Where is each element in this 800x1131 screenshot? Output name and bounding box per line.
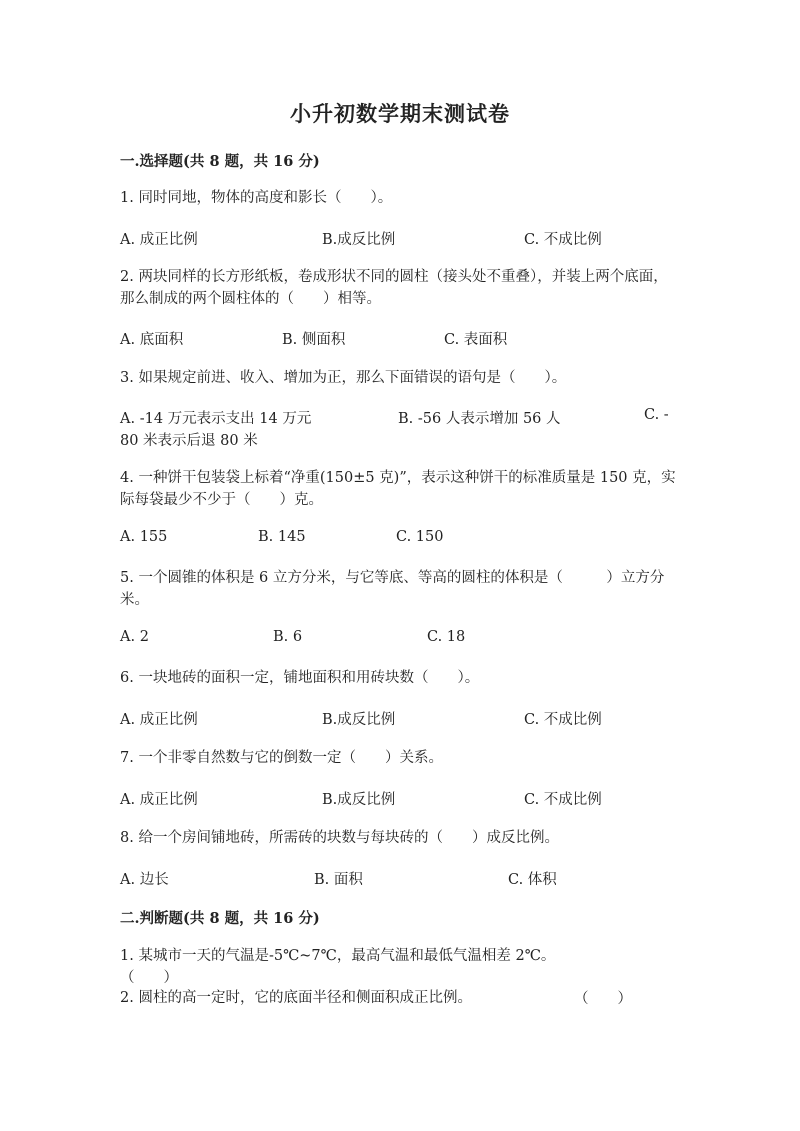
q5-option-b: B. 6 — [273, 629, 303, 645]
q7-option-b: B.成反比例 — [322, 792, 396, 808]
q7-option-a: A. 成正比例 — [120, 792, 198, 808]
section-heading-choice: 一.选择题(共 8 题，共 16 分) — [120, 153, 320, 170]
q8-option-a: A. 边长 — [120, 872, 169, 888]
q7-option-c: C. 不成比例 — [524, 792, 602, 808]
q3-option-b: B. -56 人表示增加 56 人 — [398, 411, 561, 427]
q8-option-b: B. 面积 — [314, 872, 363, 888]
q3-option-c-continued: 80 米表示后退 80 米 — [120, 433, 258, 449]
question-2: 2. 两块同样的长方形纸板，卷成形状不同的圆柱（接头处不重叠），并装上两个底面，那么制成的两个圆柱体的（ ）相等。 — [120, 269, 668, 307]
q1-option-b: B.成反比例 — [322, 232, 396, 248]
q4-option-c: C. 150 — [396, 529, 444, 545]
question-8: 8. 给一个房间铺地砖，所需砖的块数与每块砖的（ ）成反比例。 — [120, 830, 559, 846]
q4-option-a: A. 155 — [120, 529, 168, 545]
q3-option-a: A. -14 万元表示支出 14 万元 — [120, 411, 312, 427]
question-7: 7. 一个非零自然数与它的倒数一定（ ）关系。 — [120, 750, 443, 766]
q3-option-c: C. - — [644, 407, 669, 423]
q1-option-a: A. 成正比例 — [120, 232, 198, 248]
question-1: 1. 同时同地，物体的高度和影长（ ）。 — [120, 190, 393, 206]
section-heading-judge: 二.判断题(共 8 题，共 16 分) — [120, 910, 320, 927]
q6-option-a: A. 成正比例 — [120, 712, 198, 728]
question-3: 3. 如果规定前进、收入、增加为正，那么下面错误的语句是（ ）。 — [120, 370, 567, 386]
q4-option-b: B. 145 — [258, 529, 306, 545]
judge-2-answer-blank: （ ） — [574, 991, 632, 1007]
question-5: 5. 一个圆锥的体积是 6 立方分米，与它等底、等高的圆柱的体积是（ ）立方分米。 — [120, 570, 665, 608]
page-title: 小升初数学期末测试卷 — [290, 101, 510, 126]
q6-option-c: C. 不成比例 — [524, 712, 602, 728]
q6-option-b: B.成反比例 — [322, 712, 396, 728]
judge-2: 2. 圆柱的高一定时，它的底面半径和侧面积成正比例。 — [120, 990, 472, 1006]
judge-1-answer-blank: （ ） — [120, 970, 178, 986]
q2-option-a: A. 底面积 — [120, 332, 184, 348]
q2-option-c: C. 表面积 — [444, 332, 508, 348]
q5-option-c: C. 18 — [427, 629, 466, 645]
question-6: 6. 一块地砖的面积一定，铺地面积和用砖块数（ ）。 — [120, 670, 480, 686]
q5-option-a: A. 2 — [120, 629, 149, 645]
q1-option-c: C. 不成比例 — [524, 232, 602, 248]
q8-option-c: C. 体积 — [508, 872, 557, 888]
judge-1: 1. 某城市一天的气温是-5℃~7℃，最高气温和最低气温相差 2℃。 — [120, 948, 556, 964]
question-4: 4. 一种饼干包装袋上标着“净重(150±5 克)”，表示这种饼干的标准质量是 150 克，实际每袋最少不少于（ ）克。 — [120, 470, 676, 508]
q2-option-b: B. 侧面积 — [282, 332, 346, 348]
